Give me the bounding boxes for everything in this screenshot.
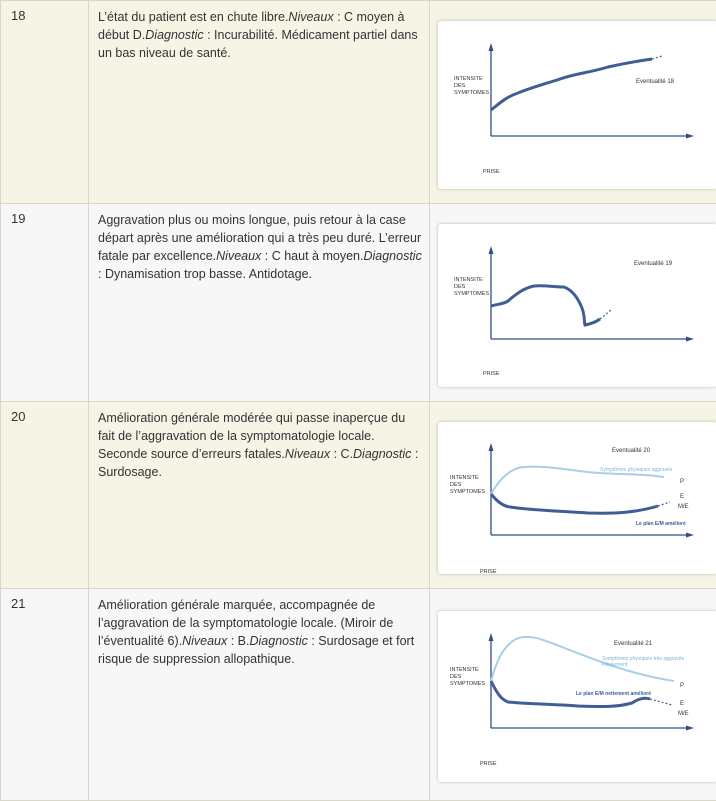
figure-card bbox=[438, 611, 716, 782]
end-label-me: M/E bbox=[678, 504, 689, 510]
x-axis-label: PRISE bbox=[483, 169, 500, 175]
eventualite-21-graph bbox=[438, 611, 716, 783]
y-axis-label-line-1: INTENSITE bbox=[450, 475, 479, 481]
y-axis-label-line-1: INTENSITE bbox=[454, 76, 483, 82]
desc-text: : Dynamisation trop basse. Antidotage. bbox=[98, 267, 312, 281]
lower-curve-label: Le plan E/M amélioré bbox=[636, 521, 686, 527]
table-row bbox=[1, 589, 716, 801]
desc-text: Amélioration générale modérée qui passe inaperçue du fait de l’aggravation de la symptomatologie locale. Seconde source d’erreurs fatales. bbox=[98, 411, 405, 461]
desc-italic-term: Niveaux bbox=[288, 10, 333, 24]
lower-curve-label: Le plan E/M nettement amélioré bbox=[576, 691, 651, 697]
eventualite-18-graph bbox=[438, 21, 716, 191]
y-axis-label-line-3: SYMPTOMES bbox=[454, 291, 489, 297]
y-axis-label-line-2: DES bbox=[454, 284, 466, 290]
y-axis-label-line-1: INTENSITE bbox=[450, 667, 479, 673]
y-axis-label-line-2: DES bbox=[454, 83, 466, 89]
figure-card bbox=[438, 422, 716, 574]
y-axis-label-line-3: SYMPTOMES bbox=[454, 90, 489, 96]
end-label-me: M/E bbox=[678, 711, 689, 717]
end-label-p: P bbox=[680, 683, 684, 689]
graph-title: Eventualité 18 bbox=[636, 79, 675, 85]
desc-text: Aggravation plus ou moins longue, puis retour à la case départ après une amélioration qui a très peu duré. L’erreur fatale par excellence. bbox=[98, 213, 421, 263]
desc-text: : B. bbox=[227, 634, 249, 648]
lower-curve bbox=[491, 494, 658, 513]
desc-italic-term: Niveaux bbox=[216, 249, 261, 263]
table-row bbox=[1, 402, 716, 589]
y-axis-arrow bbox=[489, 43, 494, 51]
row-description bbox=[89, 589, 430, 801]
desc-text: : Surdosage et fort risque de suppression allopathique. bbox=[98, 634, 414, 666]
row-description bbox=[89, 204, 430, 402]
desc-text: Amélioration générale marquée, accompagnée de l’aggravation de la symptomatologie locale. (Miroir de l’éventualité 6). bbox=[98, 598, 393, 648]
desc-italic-term: Diagnostic bbox=[249, 634, 307, 648]
row-number: 20 bbox=[1, 402, 89, 589]
row-number: 18 bbox=[1, 1, 89, 204]
figure-cell bbox=[430, 1, 716, 204]
figure-cell bbox=[430, 204, 716, 402]
row-number: 19 bbox=[1, 204, 89, 402]
x-axis-label: PRISE bbox=[480, 569, 497, 575]
eventualite-19-graph bbox=[438, 224, 716, 394]
upper-curve-label-line-2: initialement bbox=[602, 662, 628, 668]
eventualite-20-graph bbox=[438, 422, 716, 592]
figure-card bbox=[438, 224, 716, 387]
desc-text: : C moyen à début D. bbox=[98, 10, 404, 42]
x-axis-label: PRISE bbox=[480, 761, 497, 767]
y-axis-label-line-2: DES bbox=[450, 482, 462, 488]
curve-tail bbox=[652, 56, 662, 59]
curve-tail bbox=[600, 310, 611, 319]
symptom-curve bbox=[491, 59, 652, 110]
y-axis-label-line-2: DES bbox=[450, 674, 462, 680]
table-row bbox=[1, 204, 716, 402]
graph-title: Eventualité 20 bbox=[612, 448, 651, 454]
desc-text: : Surdosage. bbox=[98, 447, 418, 479]
figure-cell bbox=[430, 589, 716, 801]
desc-text: : C haut à moyen. bbox=[261, 249, 363, 263]
lower-curve-tail bbox=[650, 699, 672, 705]
row-description bbox=[89, 402, 430, 589]
x-axis-label: PRISE bbox=[483, 371, 500, 377]
desc-italic-term: Niveaux bbox=[285, 447, 330, 461]
desc-italic-term: Diagnostic bbox=[353, 447, 411, 461]
desc-italic-term: Diagnostic bbox=[363, 249, 421, 263]
symptom-curve bbox=[491, 286, 600, 325]
table-row bbox=[1, 1, 716, 204]
row-description bbox=[89, 1, 430, 204]
desc-text: : C. bbox=[330, 447, 353, 461]
x-axis-arrow bbox=[686, 134, 694, 139]
end-label-p: P bbox=[680, 479, 684, 485]
end-label-e: E bbox=[680, 494, 684, 500]
y-axis-label-line-3: SYMPTOMES bbox=[450, 681, 485, 687]
upper-curve-label-line-1: Symptômes physiques très aggravés bbox=[602, 656, 684, 662]
figure-card bbox=[438, 21, 716, 189]
lower-curve-tail bbox=[658, 502, 670, 506]
y-axis-label-line-1: INTENSITE bbox=[454, 277, 483, 283]
upper-curve-label: Symptômes physiques aggravés bbox=[600, 467, 673, 473]
desc-italic-term: Niveaux bbox=[182, 634, 227, 648]
figure-cell bbox=[430, 402, 716, 589]
graph-title: Eventualité 19 bbox=[634, 261, 673, 267]
desc-text: L’état du patient est en chute libre. bbox=[98, 10, 288, 24]
desc-italic-term: Diagnostic bbox=[145, 28, 203, 42]
graph-title: Eventualité 21 bbox=[614, 641, 653, 647]
row-number: 21 bbox=[1, 589, 89, 801]
desc-text: : Incurabilité. Médicament partiel dans un bas niveau de santé. bbox=[98, 28, 418, 60]
y-axis-label-line-3: SYMPTOMES bbox=[450, 489, 485, 495]
end-label-e: E bbox=[680, 701, 684, 707]
